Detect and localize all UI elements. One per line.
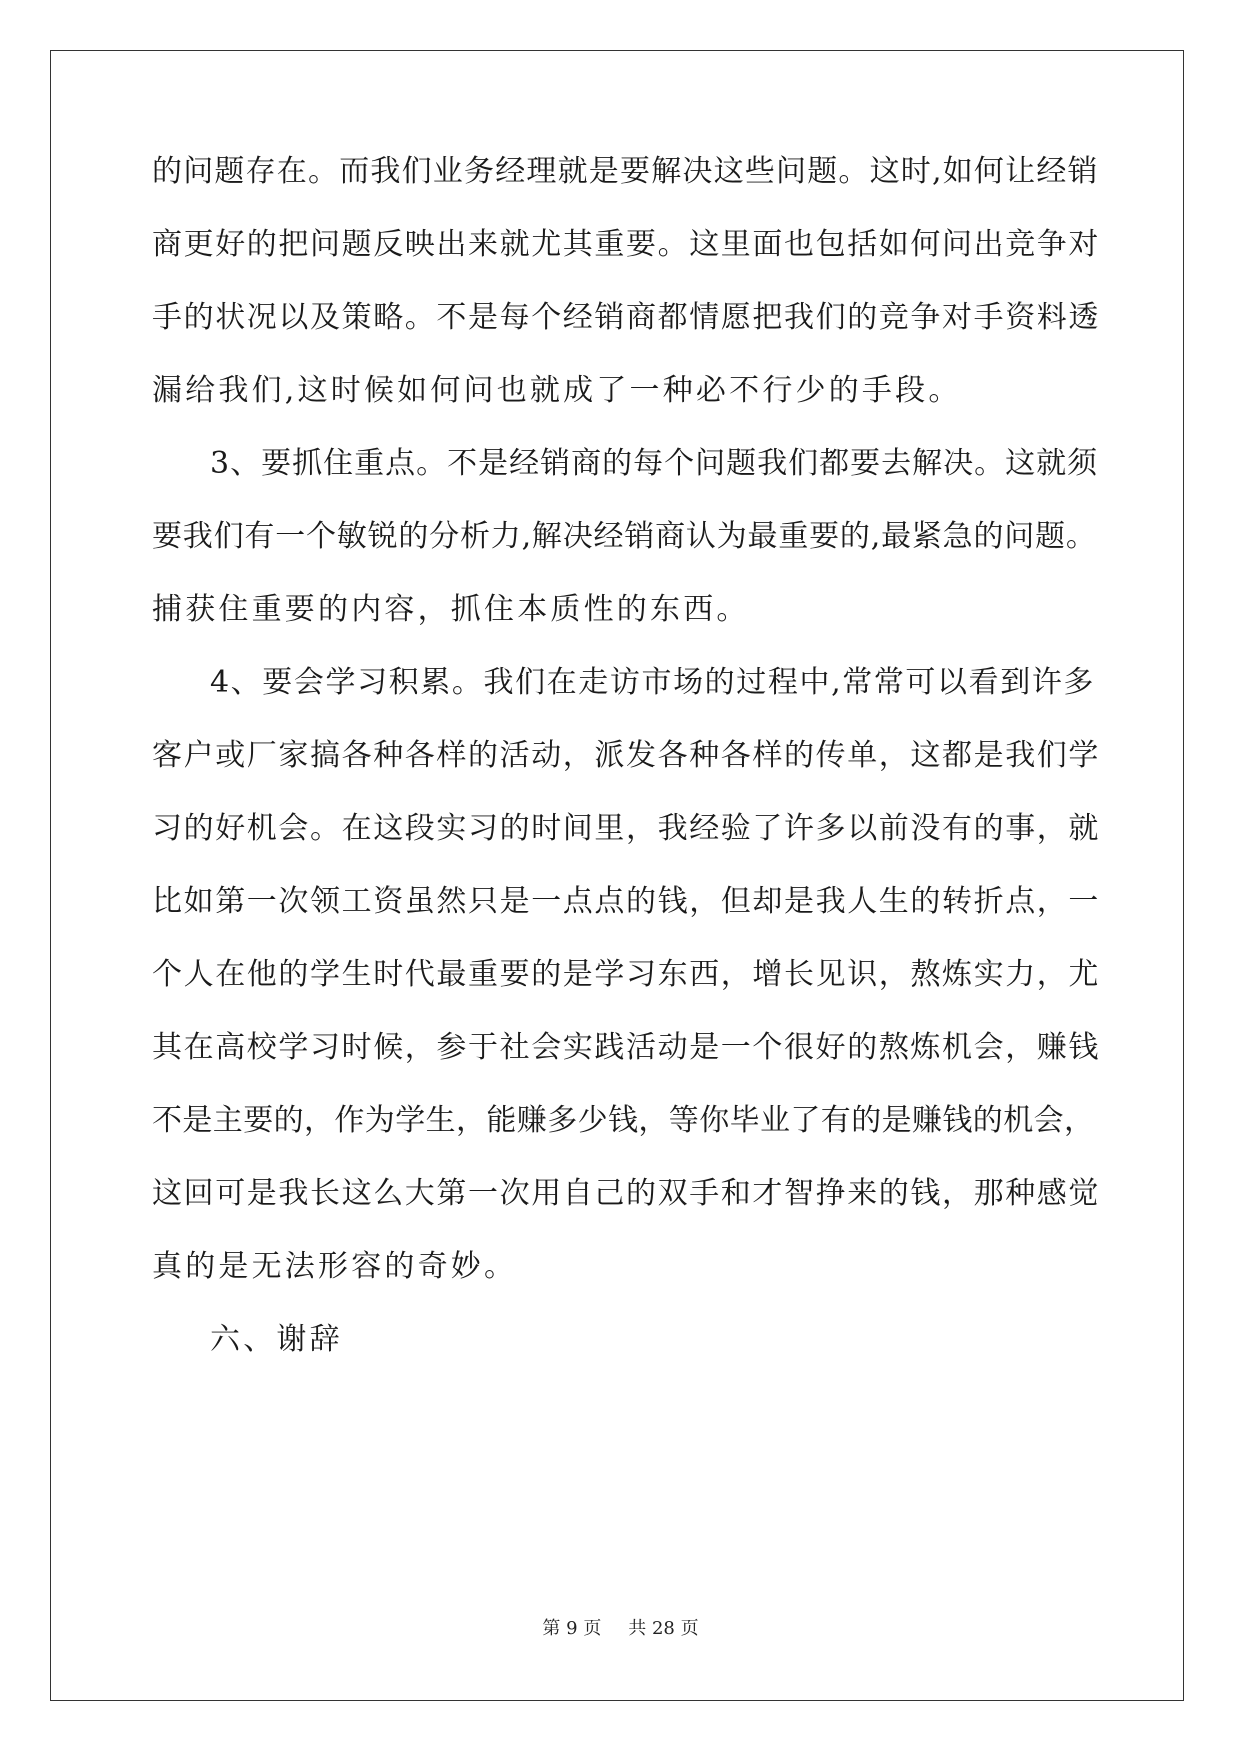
text-line: 其在高校学习时候，参于社会实践活动是一个很好的熬炼机会，赚钱 (152, 1030, 1100, 1065)
text-line: 比如第一次领工资虽然只是一点点的钱，但却是我人生的转折点，一 (152, 884, 1100, 919)
text-line: 捕获住重要的内容，抓住本质性的东西。 (152, 592, 750, 627)
text-line: 真的是无法形容的奇妙。 (152, 1249, 518, 1284)
text-line: 个人在他的学生时代最重要的是学习东西，增长见识，熬炼实力，尤 (152, 957, 1100, 992)
page-number: 第 9 页 (542, 1618, 602, 1639)
text-line: 漏给我们,这时候如何问也就成了一种必不行少的手段。 (152, 373, 962, 408)
text-line: 不是主要的，作为学生，能赚多少钱，等你毕业了有的是赚钱的机会， (152, 1103, 1095, 1138)
text-line: 要我们有一个敏锐的分析力,解决经销商认为最重要的,最紧急的问题。 (152, 519, 1097, 554)
text-line: 这回可是我长这么大第一次用自己的双手和才智挣来的钱，那种感觉 (152, 1176, 1100, 1211)
text-line: 3、要抓住重点。不是经销商的每个问题我们都要去解决。这就须 (210, 446, 1099, 481)
text-line: 商更好的把问题反映出来就尤其重要。这里面也包括如何问出竞争对 (152, 227, 1100, 262)
text-line: 手的状况以及策略。不是每个经销商都情愿把我们的竞争对手资料透 (152, 300, 1100, 335)
text-line: 客户或厂家搞各种各样的活动，派发各种各样的传单，这都是我们学 (152, 738, 1100, 773)
page-footer (0, 1617, 1241, 1641)
text-line: 4、要会学习积累。我们在走访市场的过程中,常常可以看到许多 (210, 665, 1096, 700)
page-total: 共 28 页 (628, 1618, 699, 1639)
section-heading: 六、谢辞 (210, 1322, 343, 1357)
text-line: 的问题存在。而我们业务经理就是要解决这些问题。这时,如何让经销 (152, 154, 1099, 189)
text-line: 习的好机会。在这段实习的时间里，我经验了许多以前没有的事，就 (152, 811, 1100, 846)
